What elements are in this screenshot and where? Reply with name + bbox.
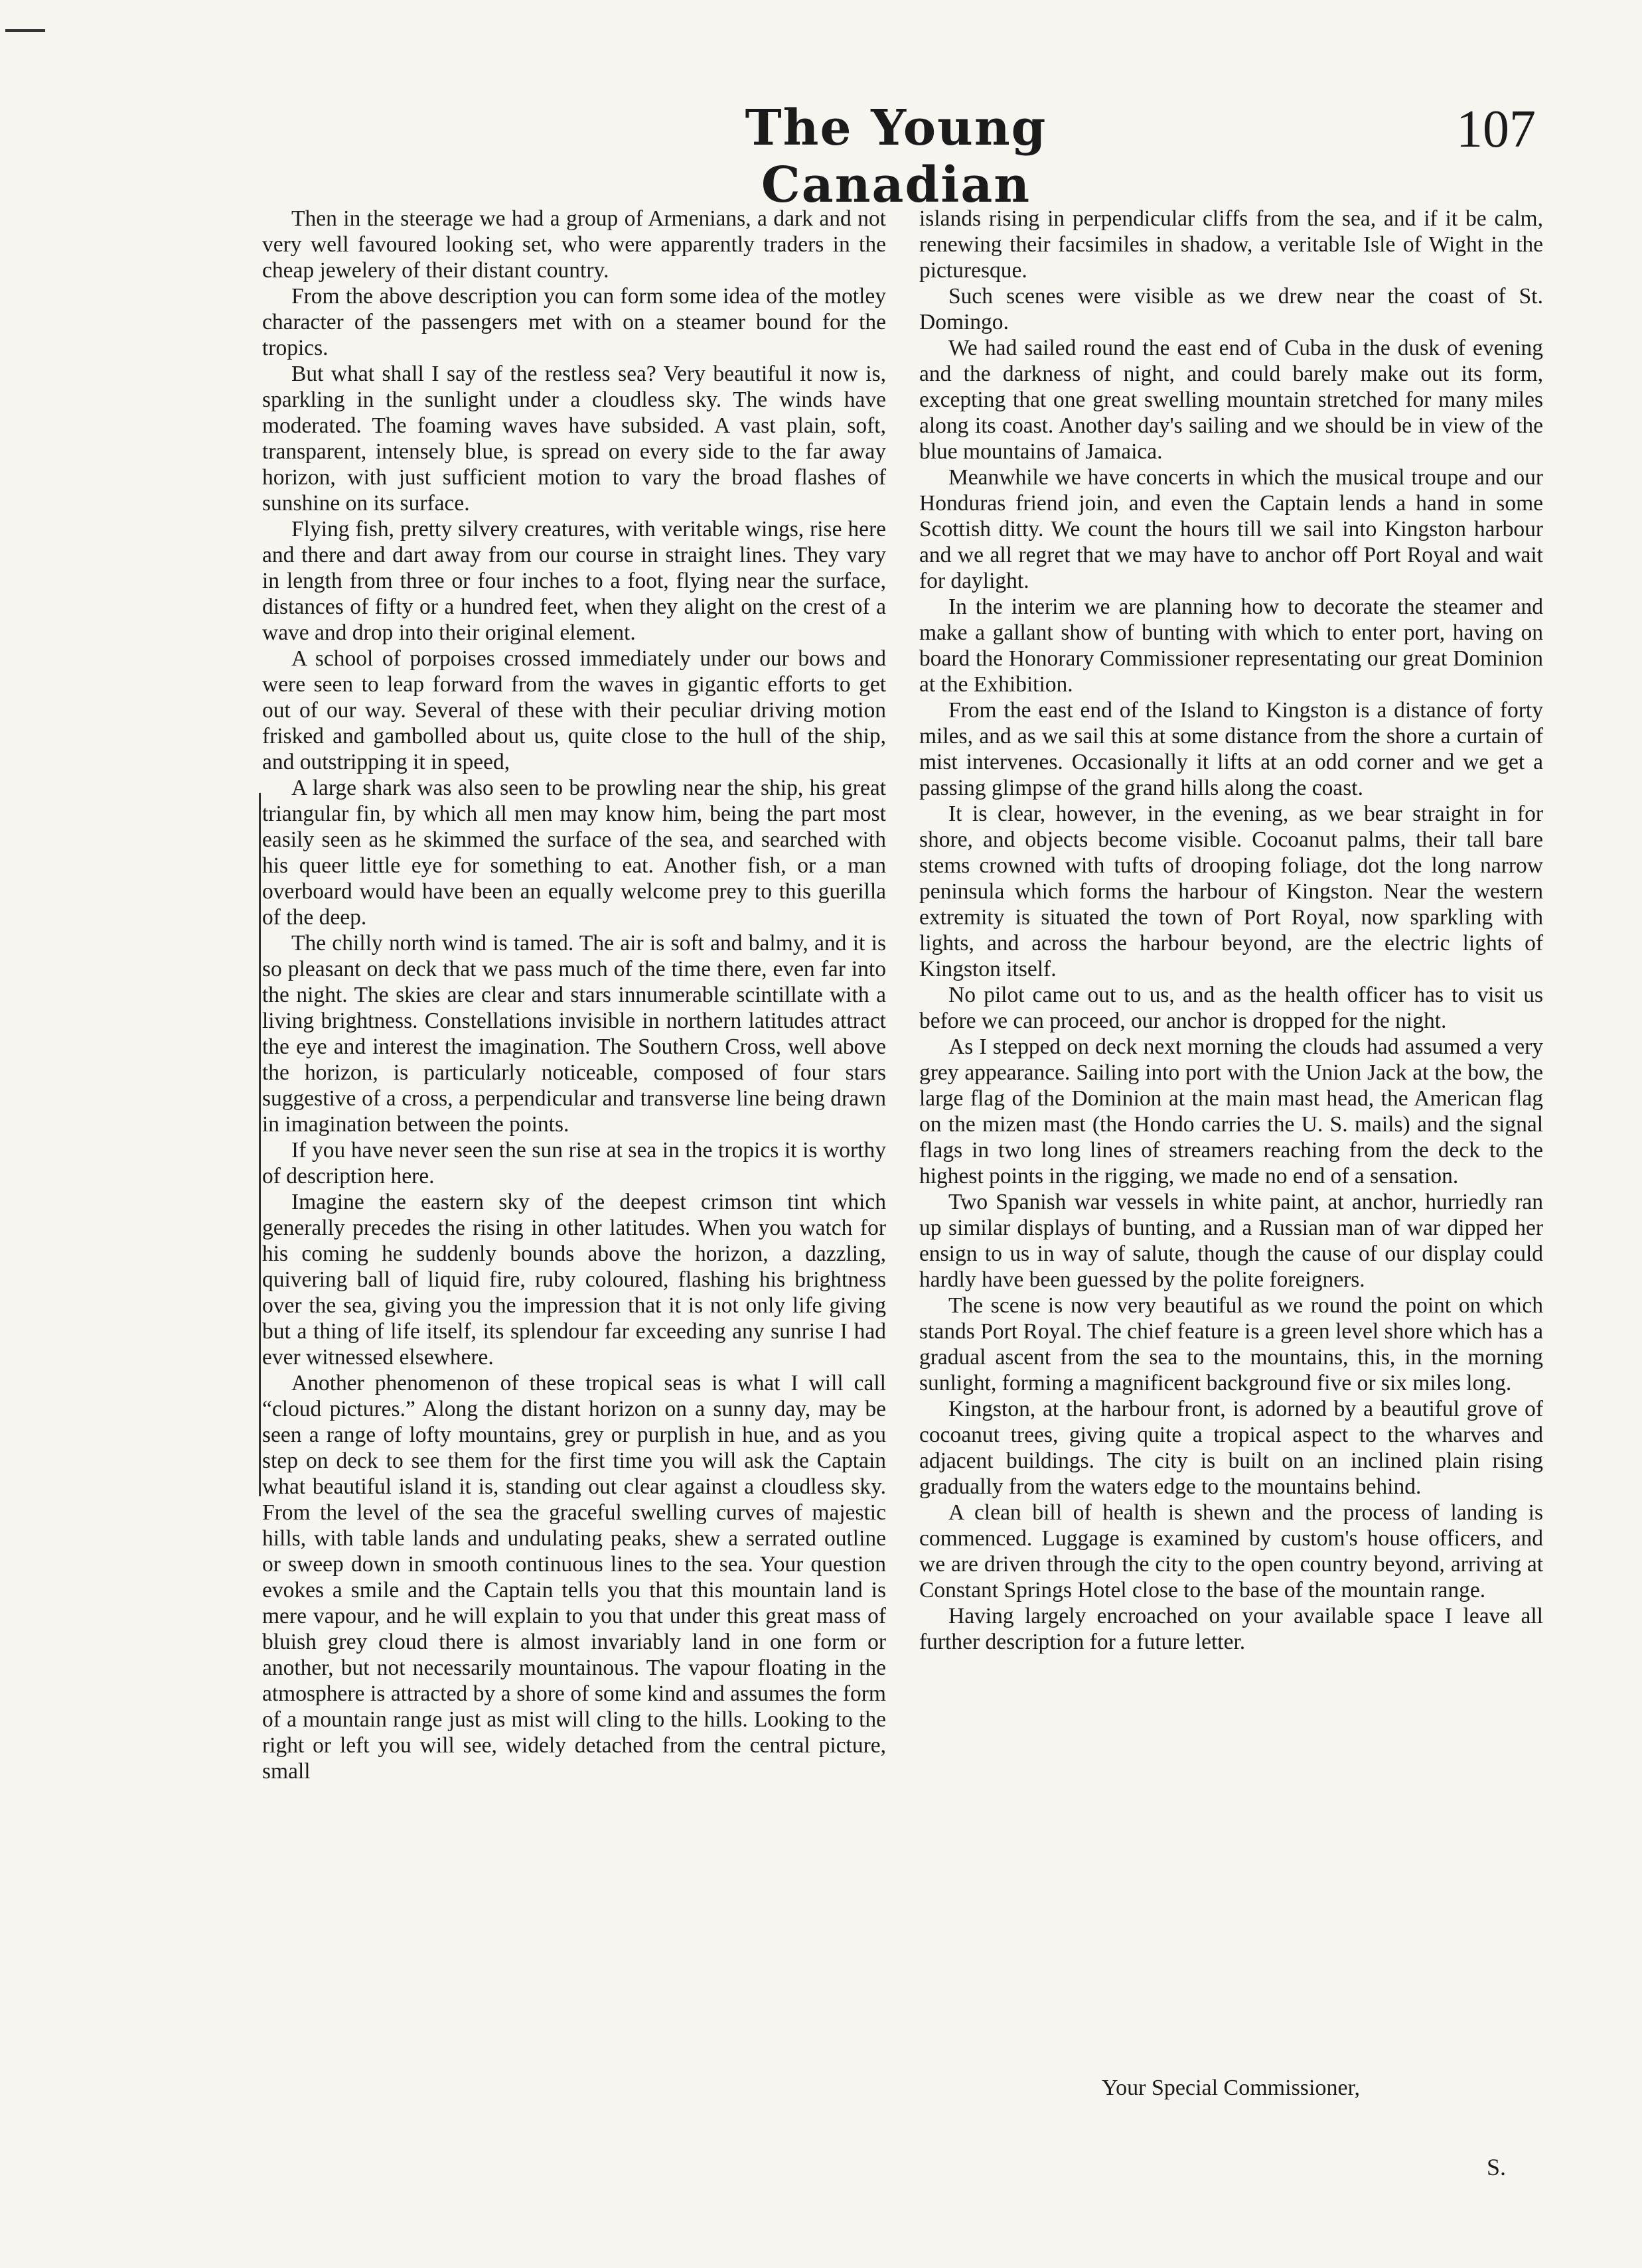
page-header-title: The Young Canadian [745, 100, 1047, 214]
paragraph: No pilot came out to us, and as the health officer has to visit us before we can proceed, our anchor is dropped for the night. [919, 983, 1543, 1033]
paragraph: Meanwhile we have concerts in which the musical troupe and our Honduras friend join, and even the Captain lends a hand in some Scottish ditty. We count the hours till we sail into Kingston harbour and we all regret that we may have to anchor off Port Royal and wait for daylight. [919, 465, 1543, 593]
column-left-edge-rule [259, 793, 261, 1496]
paragraph: If you have never seen the sun rise at sea in the tropics it is worthy of description here. [262, 1138, 886, 1188]
scan-artifact-mark [5, 29, 45, 32]
signature-initial: S. [1487, 2154, 1507, 2180]
signature-line: Your Special Commissioner, [1102, 2076, 1361, 2100]
paragraph: It is clear, however, in the evening, as we bear straight in for shore, and objects become visible. Cocoanut palms, their tall bare stems crowned with tufts of drooping foliage, dot the long narrow peninsula which forms the harbour of Kingston. Near the western extremity is situated the town of Port Royal, now sparkling with lights, and across the harbour beyond, are the electric lights of Kingston itself. [919, 802, 1543, 981]
page-number: 107 [1456, 100, 1536, 159]
paragraph: In the interim we are planning how to decorate the steamer and make a gallant show of bunting with which to enter port, having on board the Honorary Commissioner representating our great Dominion at the Exhibition. [919, 595, 1543, 697]
paragraph: Kingston, at the harbour front, is adorned by a beautiful grove of cocoanut trees, giving quite a tropical aspect to the wharves and adjacent buildings. The city is built on an inclined plain rising gradually from the waters edge to the mountains behind. [919, 1397, 1543, 1499]
paragraph: But what shall I say of the restless sea? Very beautiful it now is, sparkling in the sunlight under a cloudless sky. The winds have moderated. The foaming waves have subsided. A vast plain, soft, transparent, intensely blue, is spread on every side to the far away horizon, with just sufficient motion to vary the broad flashes of sunshine on its surface. [262, 362, 886, 516]
paragraph: Imagine the eastern sky of the deepest crimson tint which generally precedes the rising in other latitudes. When you watch for his coming he suddenly bounds above the horizon, a dazzling, quivering ball of liquid fire, ruby coloured, flashing his brightness over the sea, giving you the impression that it is not only life giving but a thing of life itself, its splendour far exceeding any sunrise I had ever witnessed elsewhere. [262, 1190, 886, 1370]
paragraph: As I stepped on deck next morning the clouds had assumed a very grey appearance. Sailing into port with the Union Jack at the bow, the large flag of the Dominion at the main mast head, the American flag on the mizen mast (the Hondo carries the U. S. mails) and the signal flags in two long lines of streamers reaching from the deck to the highest points in the rigging, we made no end of a sensation. [919, 1034, 1543, 1188]
right-column [919, 206, 1543, 1655]
paragraph: We had sailed round the east end of Cuba in the dusk of evening and the darkness of night, and could barely make out its form, excepting that one great swelling mountain stretched for many miles along its coast. Another day's sailing and we should be in view of the blue mountains of Jamaica. [919, 336, 1543, 464]
paragraph: From the east end of the Island to Kingston is a distance of forty miles, and as we sail this at some distance from the shore a curtain of mist intervenes. Occasionally it lifts at an odd corner and we get a passing glimpse of the grand hills along the coast. [919, 698, 1543, 800]
paragraph: A school of porpoises crossed immediately under our bows and were seen to leap forward from the waves in gigantic efforts to get out of our way. Several of these with their peculiar driving motion frisked and gambolled about us, quite close to the hull of the ship, and outstripping it in speed, [262, 646, 886, 774]
paragraph: Such scenes were visible as we drew near the coast of St. Domingo. [919, 284, 1543, 334]
paragraph: islands rising in perpendicular cliffs from the sea, and if it be calm, renewing their facsimiles in shadow, a veritable Isle of Wight in the picturesque. [919, 206, 1543, 283]
paragraph: Two Spanish war vessels in white paint, at anchor, hurriedly ran up similar displays of bunting, and a Russian man of war dipped her ensign to us in way of salute, though the cause of our display could hardly have been guessed by the polite foreigners. [919, 1190, 1543, 1292]
paragraph: Then in the steerage we had a group of Armenians, a dark and not very well favoured looking set, who were apparently traders in the cheap jewelery of their distant country. [262, 206, 886, 283]
paragraph: A clean bill of health is shewn and the process of landing is commenced. Luggage is examined by custom's house officers, and we are driven through the city to the open country beyond, arriving at Constant Springs Hotel close to the base of the mountain range. [919, 1500, 1543, 1602]
paragraph: The scene is now very beautiful as we round the point on which stands Port Royal. The chief feature is a green level shore which has a gradual ascent from the sea to the mountains, this, in the morning sunlight, forming a magnificent background five or six miles long. [919, 1293, 1543, 1395]
paragraph: Flying fish, pretty silvery creatures, with veritable wings, rise here and there and dart away from our course in straight lines. They vary in length from three or four inches to a foot, flying near the surface, distances of fifty or a hundred feet, when they alight on the crest of a wave and drop into their original element. [262, 517, 886, 645]
left-column [262, 206, 886, 1784]
paragraph: From the above description you can form some idea of the motley character of the passengers met with on a steamer bound for the tropics. [262, 284, 886, 360]
paragraph: A large shark was also seen to be prowling near the ship, his great triangular fin, by which all men may know him, being the part most easily seen as he skimmed the surface of the sea, and searched with his queer little eye for something to eat. Another fish, or a man overboard would have been an equally welcome prey to this guerilla of the deep. [262, 776, 886, 930]
paragraph: Another phenomenon of these tropical seas is what I will call “cloud pictures.” Along the distant horizon on a sunny day, may be seen a range of lofty mountains, grey or purplish in hue, and as you step on deck to see them for the first time you will ask the Captain what beautiful island it is, standing out clear against a cloudless sky. From the level of the sea the graceful swelling curves of majestic hills, with table lands and undulating peaks, shew a serrated outline or sweep down in smooth continuous lines to the sea. Your question evokes a smile and the Captain tells you that this mountain land is mere vapour, and he will explain to you that under this great mass of bluish grey cloud there is almost invariably land in one form or another, but not necessarily mountainous. The vapour floating in the atmosphere is attracted by a shore of some kind and assumes the form of a mountain range just as mist will cling to the hills. Looking to the right or left you will see, widely detached from the central picture, small [262, 1371, 886, 1784]
paragraph: Having largely encroached on your available space I leave all further description for a future letter. [919, 1604, 1543, 1654]
paragraph: The chilly north wind is tamed. The air is soft and balmy, and it is so pleasant on deck that we pass much of the time there, even far into the night. The skies are clear and stars innumerable scintillate with a living brightness. Constellations invisible in northern latitudes attract the eye and interest the imagination. The Southern Cross, well above the horizon, is particularly noticeable, composed of four stars suggestive of a cross, a perpendicular and transverse line being drawn in imagination between the points. [262, 931, 886, 1137]
